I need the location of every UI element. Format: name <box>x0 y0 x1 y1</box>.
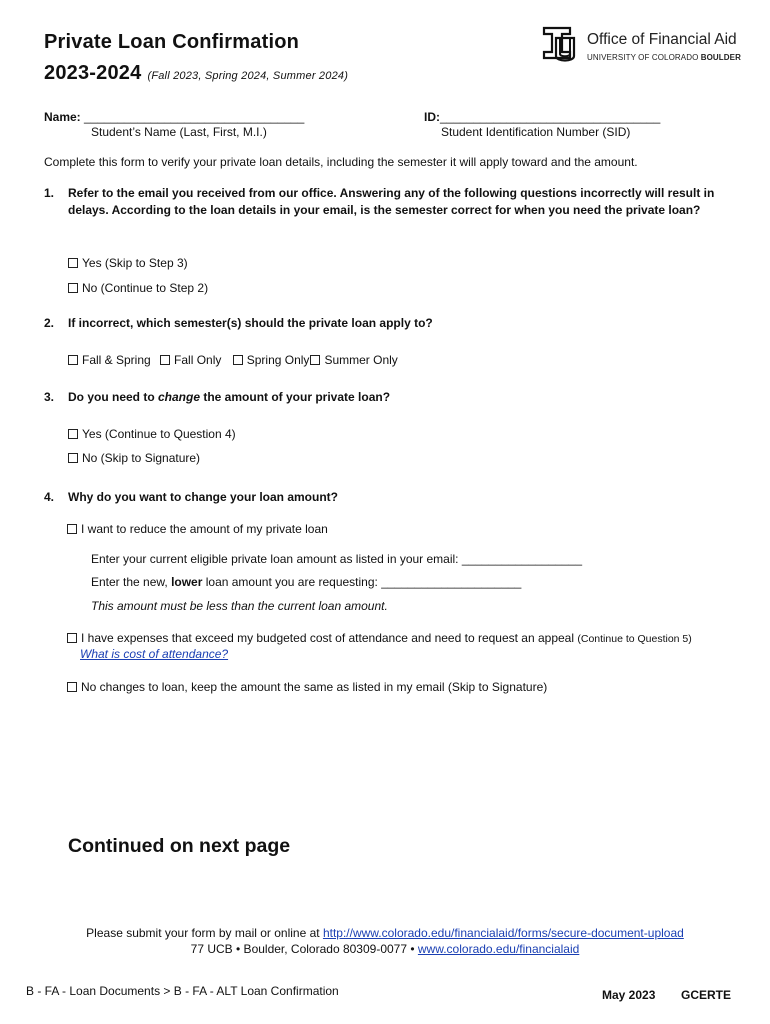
q3-number: 3. <box>44 390 55 404</box>
id-field[interactable] <box>424 110 660 124</box>
submit-line <box>0 926 770 940</box>
checkbox-icon[interactable] <box>68 453 78 463</box>
q2-number: 2. <box>44 316 55 330</box>
new-amount-bold: lower <box>171 575 203 589</box>
q2-text: If incorrect, which semester(s) should the private loan apply to? <box>68 316 433 330</box>
q2-opt1-label: Fall & Spring <box>82 353 151 367</box>
name-caption: Student’s Name (Last, First, M.I.) <box>91 125 267 139</box>
name-label: Name: <box>44 110 85 124</box>
q3-text-pre: Do you need to <box>68 390 158 404</box>
q2-opt4-label: Summer Only <box>324 353 398 367</box>
new-amount-post: loan amount you are requesting: <box>202 575 382 589</box>
checkbox-icon[interactable] <box>160 355 170 365</box>
checkbox-icon[interactable] <box>67 524 77 534</box>
checkbox-icon[interactable] <box>68 429 78 439</box>
current-amount-blank[interactable]: __________________ <box>461 552 582 566</box>
checkbox-icon[interactable] <box>67 682 77 692</box>
q4-appeal-note: (Continue to Question 5) <box>577 633 692 645</box>
q4-no-change-label: No changes to loan, keep the amount the same as listed in my email (Skip to Signature) <box>81 680 548 694</box>
address-line <box>0 942 770 956</box>
q2-summer-only-option[interactable] <box>309 353 397 367</box>
name-blank[interactable]: _________________________________ <box>84 110 305 124</box>
q4-number: 4. <box>44 490 55 504</box>
q3-no-option[interactable] <box>68 451 200 465</box>
q1-text: Refer to the email you received from our office. Answering any of the following questions incorrectly will result in delays. According to the loan details in your email, is the semester correct for when you need the private loan? <box>68 186 715 217</box>
current-amount-field[interactable] <box>91 552 582 566</box>
intro-text: Complete this form to verify your private loan details, including the semester it will apply toward and the amount. <box>44 155 638 169</box>
q3-yes-option[interactable] <box>68 427 236 441</box>
terms-text: (Fall 2023, Spring 2024, Summer 2024) <box>147 70 349 82</box>
campus-text: BOULDER <box>700 53 741 62</box>
name-field[interactable] <box>44 110 304 124</box>
q2-opt3-label: Spring Only <box>246 353 310 367</box>
q2-spring-only-option[interactable] <box>233 353 310 367</box>
address-text: 77 UCB • Boulder, Colorado 80309-0077 • <box>190 942 418 956</box>
q1-yes-label: Yes (Skip to Step 3) <box>82 256 188 270</box>
q4-reduce-label: I want to reduce the amount of my private loan <box>81 522 328 536</box>
checkbox-icon[interactable] <box>310 355 320 365</box>
q2-options <box>68 353 398 367</box>
new-amount-field[interactable] <box>91 575 521 589</box>
form-year <box>44 62 348 85</box>
q4-reduce-option[interactable] <box>67 522 328 536</box>
new-amount-pre: Enter the new, <box>91 575 172 589</box>
form-title: Private Loan Confirmation <box>44 31 300 53</box>
continued-text: Continued on next page <box>68 835 291 857</box>
q2-fall-only-option[interactable] <box>160 353 221 367</box>
submit-text: Please submit your form by mail or online at <box>86 926 323 940</box>
q2-fall-spring-option[interactable] <box>68 353 151 367</box>
current-amount-label: Enter your current eligible private loan amount as listed in your email: <box>91 552 462 566</box>
q3-yes-label: Yes (Continue to Question 4) <box>82 427 236 441</box>
q3-text-post: the amount of your private loan? <box>200 390 391 404</box>
q3-text <box>68 389 718 406</box>
q4-no-change-option[interactable] <box>67 680 547 694</box>
q1-yes-option[interactable] <box>68 256 188 270</box>
id-caption: Student Identification Number (SID) <box>441 125 631 139</box>
university-name <box>587 53 741 62</box>
new-amount-blank[interactable]: _____________________ <box>381 575 522 589</box>
university-text: UNIVERSITY OF COLORADO <box>587 53 699 62</box>
id-label: ID: <box>424 110 440 124</box>
cu-logo-icon <box>540 22 580 64</box>
q3-text-emphasis: change <box>158 390 201 404</box>
website-link[interactable]: www.colorado.edu/financialaid <box>417 942 580 956</box>
q2-opt2-label: Fall Only <box>174 353 222 367</box>
q4-appeal-label: I have expenses that exceed my budgeted cost of attendance and need to request an appeal <box>81 631 575 645</box>
office-name: Office of Financial Aid <box>587 31 737 48</box>
document-path: B - FA - Loan Documents > B - FA - ALT Loan Confirmation <box>26 984 339 998</box>
upload-link[interactable]: http://www.colorado.edu/financialaid/forms/secure-document-upload <box>322 926 684 940</box>
cost-of-attendance-link[interactable]: What is cost of attendance? <box>80 647 229 661</box>
checkbox-icon[interactable] <box>68 283 78 293</box>
checkbox-icon[interactable] <box>68 355 78 365</box>
q1-no-label: No (Continue to Step 2) <box>82 281 209 295</box>
q1-number: 1. <box>44 186 55 200</box>
checkbox-icon[interactable] <box>67 633 77 643</box>
checkbox-icon[interactable] <box>68 258 78 268</box>
q1-no-option[interactable] <box>68 281 208 295</box>
year-text: 2023-2024 <box>44 62 142 84</box>
revision-date: May 2023 <box>602 988 656 1002</box>
amount-note: This amount must be less than the current loan amount. <box>91 599 388 613</box>
q3-no-label: No (Skip to Signature) <box>82 451 201 465</box>
id-blank[interactable]: _________________________________ <box>440 110 661 124</box>
q4-text: Why do you want to change your loan amount? <box>68 490 338 504</box>
checkbox-icon[interactable] <box>233 355 243 365</box>
q4-appeal-option[interactable] <box>67 631 692 645</box>
form-code: GCERTE <box>681 988 732 1002</box>
